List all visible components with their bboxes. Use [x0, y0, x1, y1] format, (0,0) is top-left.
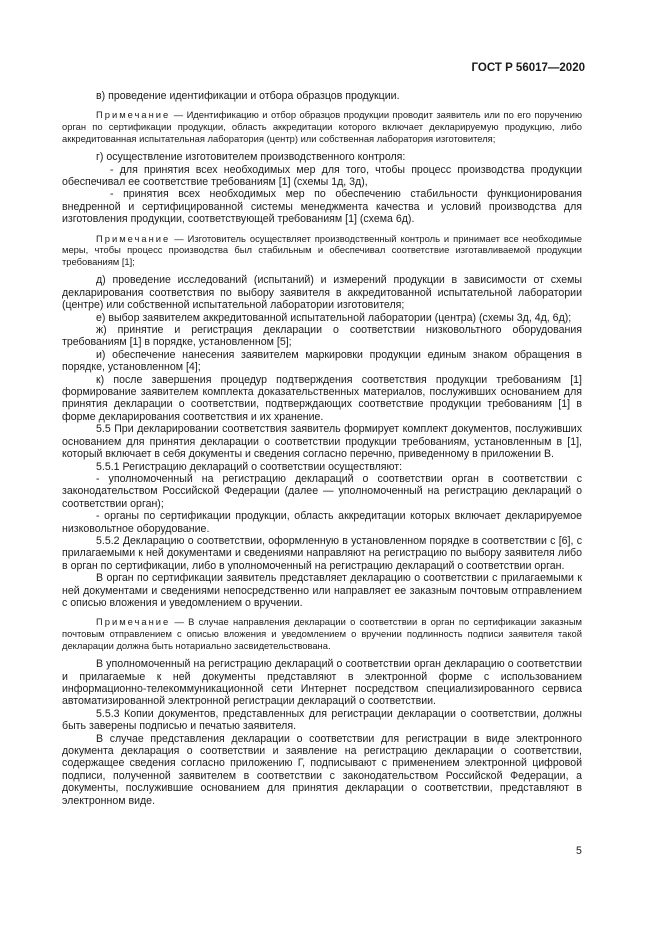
note-text: — Идентификацию и отбор образцов продукции проводит заявитель или по его поручению орган по сертификации продукции, область аккредитации которого включает декларируемую продукцию, либо аккредитованная испытательная лаборатория (центр) или собственная лаборатория изготовителя;	[62, 109, 582, 144]
paragraph: д) проведение исследований (испытаний) и измерений продукции в зависимости от схемы декларирования соответствия по выбору заявителя в аккредитованной испытательной лаборатории (центре) или собственной испытательной лаборатории изготовителя;	[62, 274, 582, 312]
standard-header: ГОСТ Р 56017—2020	[471, 62, 585, 74]
paragraph: г) осуществление изготовителем производственного контроля:	[96, 151, 406, 164]
paragraph: ж) принятие и регистрация декларации о соответствии низковольтного оборудования требованиям [1] в порядке, установленном [5];	[62, 324, 582, 349]
note	[62, 109, 582, 144]
paragraph: в) проведение идентификации и отбора образцов продукции.	[96, 90, 400, 102]
section-5-5-3: 5.5.3 Копии документов, представленных для регистрации декларации о соответствии, должны быть заверены подписью и печатью заявителя.	[62, 707, 582, 733]
page-number: 5	[576, 845, 582, 857]
note-label: Примечание	[96, 232, 171, 244]
paragraph: и) обеспечение нанесения заявителем маркировки продукции единым знаком обращения в порядке, установленном [4];	[62, 348, 582, 374]
paragraph: В орган по сертификации заявитель представляет декларацию о соответствии с прилагаемыми к ней документами и сведениями непосредственно или направляет ее заказным почтовым отправлением с описью вложения и уведомлением о вручении.	[62, 572, 582, 609]
note-label: Примечание	[96, 109, 171, 121]
document-body	[62, 90, 582, 807]
note-text: — Изготовитель осуществляет производственный контроль и принимает все необходимые меры, чтобы процесс производства был стабильным и обеспечивал соответствие изготавливаемой продукции требованиям [1];	[62, 232, 582, 267]
paragraph: е) выбор заявителем аккредитованной испытательной лаборатории (центра) (схемы 3д, 4д, 6д);	[96, 311, 572, 324]
note-text: — В случае направления декларации о соответствии в орган по сертификации заказным почтовым отправлением с описью вложения и уведомлением о вручении подлинность подписи заявителя такой декларации должна быть нотариально засвидетельствована.	[62, 616, 582, 651]
list-item: - уполномоченный на регистрацию деклараций о соответствии орган в соответствии с законодательством Российской Федерации (далее — уполномоченный на регистрацию деклараций о соответствии орган);	[62, 472, 582, 510]
note-label: Примечание	[96, 616, 171, 628]
section-5-5: 5.5 При декларировании соответствия заявитель формирует комплект документов, послуживших основанием для принятия декларации о соответствии продукции требованиям, установленным в [1], который включает в себя документы и сведения согласно перечню, приведенному в приложении В.	[62, 423, 582, 461]
paragraph: В уполномоченный на регистрацию деклараций о соответствии орган декларацию о соответствии и прилагаемые к ней документы представляют в электронной форме с использованием информационно-телекоммуникационной сети Интернет посредством специализированного сервиса автоматизированной электронной регистрации деклараций о соответствии.	[62, 658, 582, 708]
section-5-5-2: 5.5.2 Декларацию о соответствии, оформленную в установленном порядке в соответствии с [6], с прилагаемыми к ней документами и сведениями направляют на регистрацию по выбору заявителя либо в орган по сертификации, либо в уполномоченный на регистрацию деклараций о соответствии орган.	[62, 534, 582, 572]
note	[62, 233, 582, 268]
list-item: - для принятия всех необходимых мер для того, чтобы процесс производства продукции обеспечивал ее соответствие требованиям [1] (схемы 1д, 3д),	[62, 163, 582, 188]
paragraph: В случае представления декларации о соответствии для регистрации в виде электронного документа декларация о соответствии и заявление на регистрацию декларации о соответствии, содержащее сведения согласно приложению Г, подписывают с применением электронной цифровой подписи, полученной заявителем в соответствии с законодательством Российской Федерации, а документы, послужившие основанием для принятия декларации о соответствии, представляют в электронном виде.	[62, 732, 582, 807]
note	[62, 616, 582, 651]
list-item: - принятия всех необходимых мер по обеспечению стабильности функционирования внедренной и сертифицированной системы менеджмента качества и условий производства для изготовления продукции, соответствующей требованиям [1] (схема 6д).	[62, 188, 582, 226]
paragraph: к) после завершения процедур подтверждения соответствия продукции требованиям [1] формирование заявителем комплекта доказательственных материалов, послуживших основанием для принятия декларации о соответствии, подтверждающих соответствие продукции требованиям [1] в форме декларирования соответствия и их хранение.	[62, 373, 582, 423]
list-item: - органы по сертификации продукции, область аккредитации которых включает декларируемое низковольтное оборудование.	[62, 510, 582, 535]
section-5-5-1: 5.5.1 Регистрацию деклараций о соответствии осуществляют:	[96, 460, 403, 473]
